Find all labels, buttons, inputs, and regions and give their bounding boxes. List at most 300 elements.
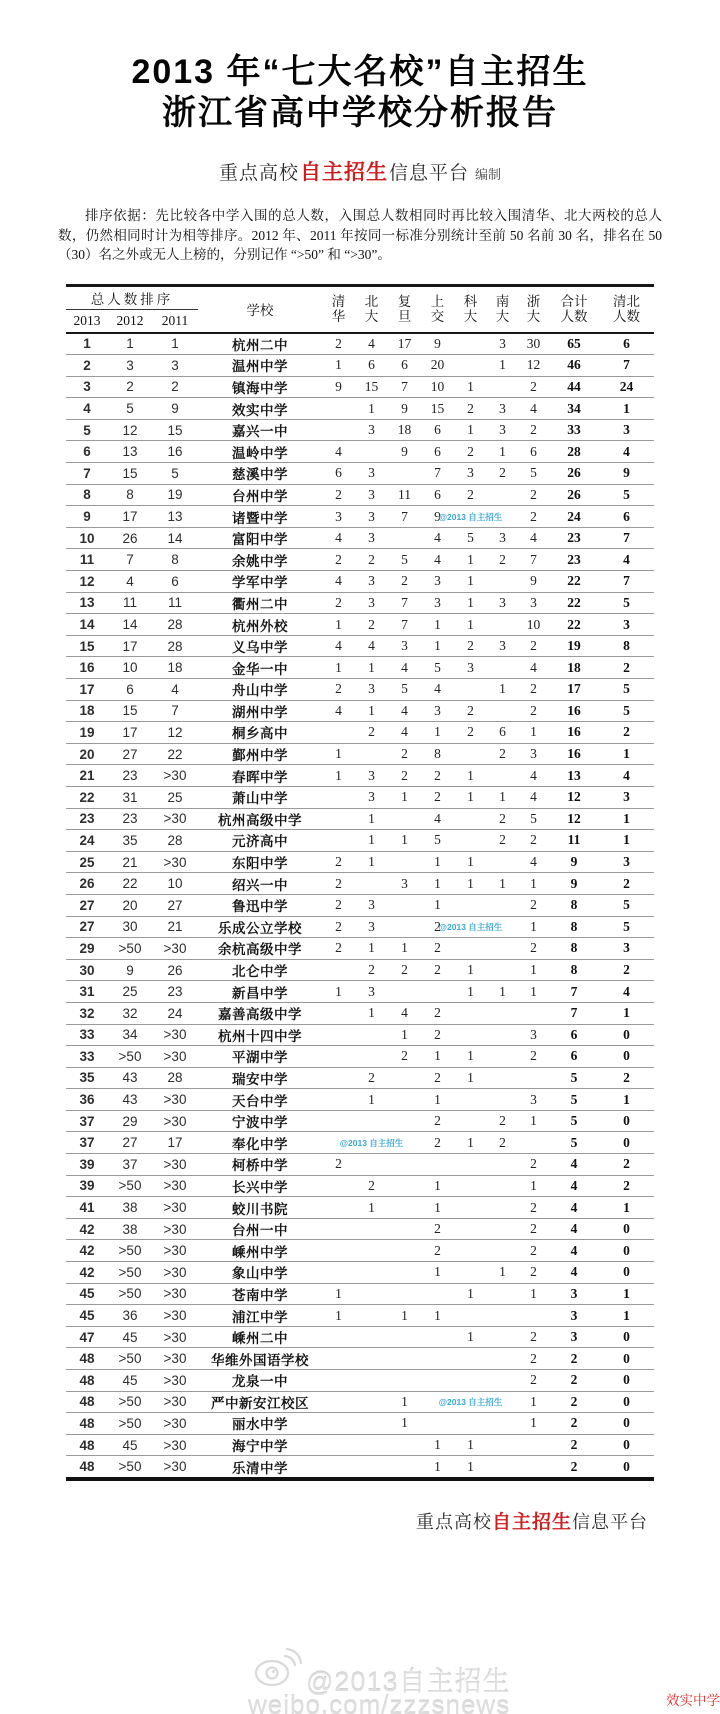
rank-2013: 22: [66, 786, 108, 808]
ustc-count: [454, 1262, 487, 1284]
ustc-count: 1: [454, 1326, 487, 1348]
total-count: 22: [549, 592, 599, 614]
table-row: [66, 1046, 654, 1068]
school-name: 浦江中学: [198, 1305, 322, 1327]
qingbei-count: 8: [599, 635, 654, 657]
fudan-count: 7: [388, 592, 421, 614]
school-name: 义乌中学: [198, 635, 322, 657]
nanjing-count: [487, 1305, 518, 1327]
school-name: 龙泉一中: [198, 1370, 322, 1392]
column-header-sjtu: 上 交: [421, 285, 454, 333]
tsinghua-count: 9: [322, 376, 355, 398]
ustc-count: 1: [454, 376, 487, 398]
rank-2011: >30: [152, 1434, 198, 1456]
qingbei-count: 0: [599, 1391, 654, 1413]
rank-2012: 32: [108, 1002, 152, 1024]
zhejiang-count: 2: [518, 894, 549, 916]
rank-2013: 10: [66, 527, 108, 549]
rank-2013: 16: [66, 657, 108, 679]
ustc-count: [454, 830, 487, 852]
fudan-count: [388, 1283, 421, 1305]
rank-2013: 13: [66, 592, 108, 614]
tsinghua-count: 2: [322, 484, 355, 506]
sjtu-count: 1: [421, 1434, 454, 1456]
peking-count: 1: [355, 700, 388, 722]
nanjing-count: [487, 1413, 518, 1435]
peking-count: 2: [355, 1067, 388, 1089]
total-count: 4: [549, 1175, 599, 1197]
footer-suffix: 信息平台: [572, 1511, 648, 1532]
peking-count: [355, 1370, 388, 1392]
peking-count: 1: [355, 1089, 388, 1111]
rank-2011: >30: [152, 1283, 198, 1305]
peking-count: [355, 1326, 388, 1348]
peking-count: 1: [355, 398, 388, 420]
nanjing-count: [487, 506, 518, 528]
ustc-count: [454, 938, 487, 960]
tsinghua-count: 2: [322, 873, 355, 895]
qingbei-count: 2: [599, 1067, 654, 1089]
ustc-count: 1: [454, 419, 487, 441]
sjtu-count: 6: [421, 419, 454, 441]
nanjing-count: [487, 1240, 518, 1262]
ustc-count: 3: [454, 657, 487, 679]
rank-2013: 48: [66, 1348, 108, 1370]
qingbei-count: 4: [599, 549, 654, 571]
table-row: [66, 1175, 654, 1197]
report-title-line2: 浙江省高中学校分析报告: [162, 94, 558, 132]
total-count: 44: [549, 376, 599, 398]
nanjing-count: 3: [487, 419, 518, 441]
tsinghua-count: 4: [322, 571, 355, 593]
nanjing-count: 1: [487, 1262, 518, 1284]
school-name: 嘉善高级中学: [198, 1002, 322, 1024]
rank-2013: 17: [66, 679, 108, 701]
tsinghua-count: [322, 1262, 355, 1284]
fudan-count: 1: [388, 938, 421, 960]
sjtu-count: 1: [434, 1458, 441, 1474]
zhejiang-count: 2: [518, 1154, 549, 1176]
inline-watermark: @2013 自主招生: [438, 921, 503, 932]
footer-prefix: 重点高校: [415, 1511, 492, 1532]
total-count: 3: [549, 1326, 599, 1348]
total-count: 2: [549, 1434, 599, 1456]
rank-2012: 3: [108, 355, 152, 377]
ustc-count: 2: [454, 441, 487, 463]
rank-2012: >50: [108, 1348, 152, 1370]
ustc-count: [454, 1348, 487, 1370]
tsinghua-count: 2: [322, 894, 355, 916]
school-name: 舟山中学: [198, 679, 322, 701]
qingbei-count: 7: [599, 527, 654, 549]
school-name: 华维外国语学校: [198, 1348, 322, 1370]
school-name: 柯桥中学: [198, 1154, 322, 1176]
nanjing-count: [487, 1326, 518, 1348]
rank-2012: 21: [108, 851, 152, 873]
fudan-count: 1: [388, 1391, 421, 1413]
total-count: 16: [549, 743, 599, 765]
nanjing-count: [487, 916, 518, 938]
table-row: [66, 1348, 654, 1370]
peking-count: 15: [355, 376, 388, 398]
rank-2013: 47: [66, 1326, 108, 1348]
peking-count: [355, 1348, 388, 1370]
peking-count: 3: [355, 571, 388, 593]
rank-2013: 7: [66, 463, 108, 485]
tsinghua-count: [322, 786, 355, 808]
rank-2011: >30: [152, 1370, 198, 1392]
total-count: 17: [549, 679, 599, 701]
rank-2013: 5: [66, 419, 108, 441]
column-header-year-2013: 2013: [66, 309, 108, 333]
school-name: 台州一中: [198, 1218, 322, 1240]
rank-2011: 28: [152, 614, 198, 636]
sjtu-count: 1: [421, 1262, 454, 1284]
tsinghua-count: 1: [322, 355, 355, 377]
table-row: [66, 1262, 654, 1284]
sjtu-count: 1: [421, 614, 454, 636]
total-count: 5: [549, 1089, 599, 1111]
sjtu-count: [421, 1348, 454, 1370]
rank-2012: 23: [108, 765, 152, 787]
tsinghua-count: [322, 1024, 355, 1046]
peking-count: [339, 1132, 404, 1154]
rank-2013: 39: [66, 1175, 108, 1197]
total-count: 5: [549, 1110, 599, 1132]
nanjing-count: 1: [487, 679, 518, 701]
peking-count: 4: [355, 333, 388, 355]
rank-2012: 45: [108, 1326, 152, 1348]
tsinghua-count: 2: [322, 1154, 355, 1176]
nanjing-count: [487, 1283, 518, 1305]
total-count: 3: [549, 1283, 599, 1305]
zhejiang-count: 2: [518, 1197, 549, 1219]
table-row: [66, 765, 654, 787]
total-count: 19: [549, 635, 599, 657]
rank-2011: 14: [152, 527, 198, 549]
rank-2012: 1: [108, 333, 152, 355]
school-name: 杭州高级中学: [198, 808, 322, 830]
qingbei-count: 5: [599, 679, 654, 701]
rank-2013: 4: [66, 398, 108, 420]
rank-2012: 17: [108, 506, 152, 528]
total-count: 5: [549, 1132, 599, 1154]
ustc-count: 1: [454, 765, 487, 787]
rank-2013: 42: [66, 1240, 108, 1262]
sjtu-count: [421, 981, 454, 1003]
sjtu-count: 1: [421, 894, 454, 916]
rank-2011: 24: [152, 1002, 198, 1024]
column-header-zhejiang: 浙 大: [518, 285, 549, 333]
rank-2012: 17: [108, 722, 152, 744]
sjtu-count: 9: [421, 333, 454, 355]
subtitle-highlight: 自主招生: [299, 161, 388, 184]
rank-2012: >50: [108, 1240, 152, 1262]
tsinghua-count: [322, 1067, 355, 1089]
table-row: [66, 981, 654, 1003]
ustc-count: [438, 916, 503, 938]
school-name: 学军中学: [198, 571, 322, 593]
nanjing-count: 3: [487, 592, 518, 614]
nanjing-count: 6: [487, 722, 518, 744]
zhejiang-count: 3: [518, 592, 549, 614]
rank-2013: 37: [66, 1110, 108, 1132]
zhejiang-count: 2: [518, 700, 549, 722]
zhejiang-count: [518, 1434, 549, 1456]
tsinghua-count: 1: [322, 614, 355, 636]
report-title-line1: 2013 年“七大名校”自主招生: [131, 53, 589, 91]
total-count: 16: [549, 722, 599, 744]
table-row: [66, 722, 654, 744]
nanjing-count: [487, 1024, 518, 1046]
sjtu-count: 2: [421, 1067, 454, 1089]
qingbei-count: 24: [599, 376, 654, 398]
sjtu-count: 6: [421, 441, 454, 463]
school-name: 湖州中学: [198, 700, 322, 722]
zhejiang-count: 7: [518, 549, 549, 571]
tsinghua-count: [322, 419, 355, 441]
ustc-count: 2: [454, 398, 487, 420]
fudan-count: 3: [388, 635, 421, 657]
peking-count: [355, 1154, 388, 1176]
rank-2013: 48: [66, 1370, 108, 1392]
fudan-count: [388, 463, 421, 485]
rank-2011: >30: [152, 1262, 198, 1284]
peking-count: [355, 1434, 388, 1456]
rank-2012: >50: [108, 938, 152, 960]
sjtu-count: [421, 1283, 454, 1305]
nanjing-count: 2: [487, 549, 518, 571]
rank-2012: 23: [108, 808, 152, 830]
rank-2012: 26: [108, 527, 152, 549]
fudan-count: [388, 1175, 421, 1197]
sjtu-count: 1: [421, 1305, 454, 1327]
qingbei-count: 1: [599, 1305, 654, 1327]
rank-2012: 36: [108, 1305, 152, 1327]
nanjing-count: 1: [487, 981, 518, 1003]
school-name: 蛟川书院: [198, 1197, 322, 1219]
total-count: 33: [549, 419, 599, 441]
school-name: 慈溪中学: [198, 463, 322, 485]
table-row: [66, 376, 654, 398]
tsinghua-count: [322, 722, 355, 744]
tsinghua-count: 1: [322, 1305, 355, 1327]
table-row: [66, 549, 654, 571]
fudan-count: 7: [388, 614, 421, 636]
peking-count: 3: [355, 506, 388, 528]
rank-2011: 28: [152, 830, 198, 852]
ustc-count: [454, 808, 487, 830]
school-name: 新昌中学: [198, 981, 322, 1003]
nanjing-count: 3: [487, 527, 518, 549]
column-header-year-2012: 2012: [108, 309, 152, 333]
weibo-icon: [252, 1642, 304, 1695]
peking-count: 1: [355, 1197, 388, 1219]
peking-count: [355, 1046, 388, 1068]
rank-2011: >30: [152, 1154, 198, 1176]
rank-2011: >30: [163, 1459, 187, 1475]
zhejiang-count: 2: [518, 506, 549, 528]
sjtu-count: 6: [421, 484, 454, 506]
nanjing-count: [487, 959, 518, 981]
peking-count: [355, 1218, 388, 1240]
rank-2013: 30: [66, 959, 108, 981]
nanjing-count: [487, 851, 518, 873]
total-count: 6: [549, 1046, 599, 1068]
nanjing-count: [487, 1046, 518, 1068]
total-count: 9: [549, 851, 599, 873]
table-row: [66, 657, 654, 679]
school-name: 宁波中学: [198, 1110, 322, 1132]
nanjing-count: 1: [487, 355, 518, 377]
rank-2012: >50: [108, 1283, 152, 1305]
zhejiang-count: 1: [518, 722, 549, 744]
qingbei-count: 5: [599, 700, 654, 722]
zhejiang-count: 4: [518, 786, 549, 808]
rank-2013: 19: [66, 722, 108, 744]
rank-2013: 33: [66, 1046, 108, 1068]
peking-count: [355, 1110, 388, 1132]
qingbei-count: 3: [599, 419, 654, 441]
rank-2012: 11: [108, 592, 152, 614]
column-header-year-2011: 2011: [152, 309, 198, 333]
inline-watermark: @2013 自主招生: [438, 511, 503, 522]
rank-2012: 38: [108, 1197, 152, 1219]
sjtu-count: 10: [421, 376, 454, 398]
peking-count: 2: [355, 1175, 388, 1197]
peking-count: 3: [355, 419, 388, 441]
table-row: [66, 1089, 654, 1111]
zhejiang-count: 1: [518, 981, 549, 1003]
peking-count: 3: [355, 527, 388, 549]
table-row: [66, 419, 654, 441]
rank-2013: 48: [66, 1413, 108, 1435]
nanjing-count: [487, 657, 518, 679]
fudan-count: [388, 1348, 421, 1370]
fudan-count: 7: [388, 376, 421, 398]
school-name: 鲁迅中学: [198, 894, 322, 916]
peking-count: [355, 873, 388, 895]
fudan-count: [388, 894, 421, 916]
nanjing-count: [487, 571, 518, 593]
nanjing-count: [487, 376, 518, 398]
rank-2011: >30: [152, 1391, 198, 1413]
tsinghua-count: 1: [322, 765, 355, 787]
inline-watermark: @2013 自主招生: [339, 1137, 404, 1148]
ustc-count: [454, 1240, 487, 1262]
report-footer: [66, 1507, 654, 1534]
fudan-count: [388, 1132, 421, 1154]
sjtu-count: 1: [421, 1046, 454, 1068]
qingbei-count: 1: [599, 1283, 654, 1305]
total-count: 7: [549, 1002, 599, 1024]
school-name: 元济高中: [198, 830, 322, 852]
zhejiang-count: 1: [518, 916, 549, 938]
peking-count: 2: [355, 959, 388, 981]
qingbei-count: 0: [599, 1262, 654, 1284]
nanjing-count: [487, 1089, 518, 1111]
ustc-count: [454, 1024, 487, 1046]
ustc-count: 1: [454, 549, 487, 571]
school-name: 嵊州二中: [198, 1326, 322, 1348]
fudan-count: [388, 1110, 421, 1132]
fudan-count: 4: [388, 722, 421, 744]
table-row: [66, 592, 654, 614]
rank-2013: 45: [66, 1305, 108, 1327]
rank-2011: >30: [152, 1024, 198, 1046]
nanjing-count: [487, 614, 518, 636]
qingbei-count: 1: [599, 808, 654, 830]
table-row: [66, 1305, 654, 1327]
fudan-count: 18: [388, 419, 421, 441]
ustc-count: [454, 1175, 487, 1197]
ustc-count: [454, 1154, 487, 1176]
table-row: [66, 700, 654, 722]
rank-2012: 43: [108, 1089, 152, 1111]
sjtu-count: 15: [421, 398, 454, 420]
nanjing-count: [487, 1218, 518, 1240]
rank-2013: 8: [66, 484, 108, 506]
tsinghua-count: 6: [322, 463, 355, 485]
table-row: [66, 1391, 654, 1413]
qingbei-count: 3: [599, 851, 654, 873]
school-name: 杭州十四中学: [198, 1024, 322, 1046]
rank-2011: >30: [152, 1175, 198, 1197]
qingbei-count: 5: [599, 484, 654, 506]
school-name: 严中新安江校区: [198, 1391, 322, 1413]
sjtu-count: [421, 1154, 454, 1176]
total-count: 4: [549, 1240, 599, 1262]
rank-2012: 29: [108, 1110, 152, 1132]
rank-2011: 11: [152, 592, 198, 614]
table-row: [66, 571, 654, 593]
fudan-count: 2: [388, 1046, 421, 1068]
rank-2012: 35: [108, 830, 152, 852]
table-row: [66, 959, 654, 981]
table-row: [66, 1067, 654, 1089]
tsinghua-count: [322, 1456, 355, 1479]
total-count: 26: [549, 484, 599, 506]
qingbei-count: 0: [599, 1348, 654, 1370]
rank-2013: 48: [66, 1434, 108, 1456]
sjtu-count: 4: [421, 679, 454, 701]
zhejiang-count: 2: [518, 1218, 549, 1240]
sjtu-count: [421, 1326, 454, 1348]
tsinghua-count: [322, 1197, 355, 1219]
tsinghua-count: [322, 1218, 355, 1240]
school-name: 长兴中学: [198, 1175, 322, 1197]
fudan-count: [388, 981, 421, 1003]
ustc-count: [454, 679, 487, 701]
sjtu-count: 2: [421, 938, 454, 960]
table-row: [66, 894, 654, 916]
ustc-count: 1: [467, 1458, 474, 1474]
zhejiang-count: 2: [518, 679, 549, 701]
rank-2013: 27: [66, 916, 108, 938]
school-name: 乐成公立学校: [198, 916, 322, 938]
table-row: [66, 916, 654, 938]
table-row: [66, 1002, 654, 1024]
peking-count: 2: [355, 722, 388, 744]
fudan-count: 4: [388, 1002, 421, 1024]
table-row: [66, 830, 654, 852]
total-count: 34: [549, 398, 599, 420]
rank-2011: >30: [152, 765, 198, 787]
zhejiang-count: 3: [518, 743, 549, 765]
sjtu-count: 8: [421, 743, 454, 765]
rank-2011: 16: [152, 441, 198, 463]
qingbei-count: 2: [599, 1154, 654, 1176]
